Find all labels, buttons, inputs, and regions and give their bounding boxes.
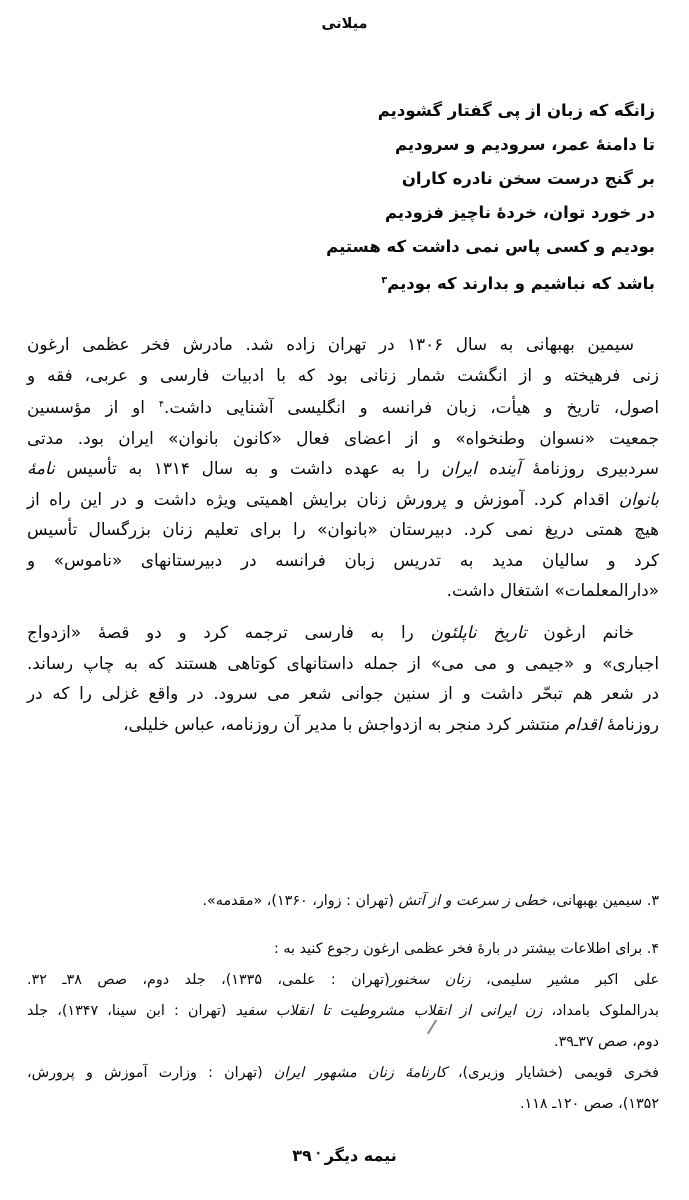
text-segment: دوم، صص ۳۷ـ۳۹. — [554, 1034, 659, 1050]
text-segment: زنی فرهیخته و از انگشت شمار زنانی بود که با ادبیات فارسی و عربی، فقه و — [27, 364, 659, 385]
footnote-reference: ۳ — [381, 275, 388, 286]
text-segment: (تهران : علمی، ۱۳۳۵)، جلد دوم، صص ۳۸ـ ۳۲. — [27, 972, 390, 988]
text-line — [27, 1089, 659, 1120]
text-segment: هیچ همتی دریغ نمی کرد. دبیرستان «بانوان» را برای تعلیم زنان بزرگسال تأسیس — [27, 519, 659, 539]
text-line — [27, 453, 659, 484]
journal-title: نیمه دیگر — [324, 1146, 397, 1165]
text-line — [40, 94, 655, 128]
text-line — [27, 360, 659, 391]
title-italic: خطی ز سرعت و از آتش — [398, 893, 548, 909]
text-line — [27, 1027, 659, 1058]
text-segment: سیمین بهبهانی به سال ۱۳۰۶ در تهران زاده شد. مادرش فخر عظمی ارغون — [27, 334, 635, 354]
text-line — [27, 965, 659, 996]
text-segment: ۳. سیمین بهبهانی، — [547, 893, 659, 909]
text-segment: در خورد توان، خردهٔ ناچیز فزودیم — [384, 203, 655, 222]
title-italic: زنان سخنور — [389, 972, 471, 988]
footnote-reference: ۴ — [158, 399, 164, 410]
page-number: ۳۹ — [292, 1146, 312, 1165]
text-line — [27, 934, 659, 965]
text-line — [27, 575, 659, 606]
text-segment: باشد که نباشیم و بدارند که بودیم — [387, 274, 655, 293]
text-segment: را به عهده داشت و به سال ۱۳۱۴ به تأسیس — [54, 458, 442, 478]
text-segment: (تهران : زوار، ۱۳۶۰)، «مقدمه». — [202, 893, 399, 909]
title-italic: بانوان — [618, 488, 659, 509]
text-segment: علی اکبر مشیر سلیمی، — [470, 972, 659, 988]
text-segment: (تهران : وزارت آموزش و پرورش، — [27, 1065, 274, 1081]
title-italic: کارنامهٔ زنان مشهور ایران — [273, 1065, 447, 1081]
text-segment: خانم ارغون — [526, 622, 635, 642]
running-header: میلانی — [321, 16, 368, 32]
text-line — [27, 617, 659, 648]
text-segment: تا دامنهٔ عمر، سرودیم و سرودیم — [394, 135, 655, 154]
text-segment: اجباری» و «جیمی و می می» از جمله داستانهای کوتاهی هستند که به چاپ رساند. — [27, 652, 659, 673]
text-line — [27, 390, 659, 423]
paragraph-biography — [27, 329, 659, 606]
title-italic: آینده ایران — [441, 458, 521, 478]
text-segment: «دارالمعلمات» اشتغال داشت. — [446, 580, 659, 600]
text-segment: فخری قویمی (خشایار وزیری)، — [446, 1065, 659, 1081]
footnote-3 — [27, 886, 659, 917]
text-segment: اقدام کرد. آموزش و پرورش زنان برایش اهمیتی ویژه داشت و در این راه از — [27, 488, 619, 509]
text-segment: جمعیت «نسوان وطنخواه» و از اعضای فعال «کانون بانوان» ایران بود. مدتی — [27, 427, 659, 448]
text-segment: او از مؤسسین — [27, 397, 159, 417]
title-italic: نامهٔ — [27, 458, 55, 478]
text-segment: روزنامهٔ — [601, 713, 659, 734]
title-italic: اقدام — [565, 713, 602, 734]
text-segment: بودیم و کسی پاس نمی داشت که هستیم — [326, 237, 655, 256]
text-line — [40, 196, 655, 230]
text-line — [27, 545, 659, 576]
text-line — [27, 514, 659, 545]
footnote-4 — [27, 934, 659, 1120]
text-segment: زانگه که زبان از پی گفتار گشودیم — [377, 101, 655, 120]
text-segment: بدرالملوک بامداد، — [542, 1003, 659, 1019]
text-line — [27, 423, 659, 454]
text-line — [27, 484, 659, 515]
text-line — [27, 329, 659, 360]
text-line — [27, 996, 659, 1027]
text-line — [40, 128, 655, 162]
text-segment: اصول، تاریخ و هیأت، زبان فرانسه و انگلیسی آشنایی داشت. — [163, 397, 659, 417]
text-line — [27, 709, 659, 740]
text-line — [27, 1058, 659, 1089]
text-segment: ۴. برای اطلاعات بیشتر در بارهٔ فخر عظمی ارغون رجوع کنید به : — [274, 941, 659, 957]
text-line — [40, 162, 655, 196]
text-segment: (تهران : ابن سینا، ۱۳۴۷)، جلد — [27, 1003, 236, 1019]
text-line — [27, 886, 659, 917]
text-line — [40, 230, 655, 264]
text-line — [27, 648, 659, 679]
paragraph-mother-works — [27, 617, 659, 739]
text-segment: در شعر هم تبحّر داشت و از سنین جوانی شعر می سرود. در واقع غزلی را که در — [27, 683, 659, 703]
text-line — [27, 678, 659, 709]
title-italic: زن ایرانی از انقلاب مشروطیت تا انقلاب سفید — [235, 1003, 543, 1019]
footer-ornament: ٭ — [315, 1149, 321, 1159]
poem-block — [40, 94, 655, 301]
text-line — [40, 264, 655, 301]
text-segment: بر گنج درست سخن نادره کاران — [401, 169, 655, 188]
footnotes-block — [27, 886, 659, 1120]
text-segment: را به فارسی ترجمه کرد و دو قصهٔ «ازدواج — [27, 622, 431, 642]
text-segment: منتشر کرد منجر به ازدواجش با مدیر آن روزنامه، عباس خلیلی، — [123, 713, 566, 734]
title-italic: تاریخ ناپلئون — [430, 622, 527, 642]
page-footer — [0, 1146, 689, 1165]
text-segment: کرد و سالیان مدید به تدریس زبان فرانسه در دبیرستانهای «ناموس» و — [27, 549, 659, 570]
text-segment: ۱۳۵۲)، صص ۱۲۰ـ ۱۱۸. — [519, 1096, 659, 1112]
text-segment: سردبیری روزنامهٔ — [520, 458, 659, 478]
